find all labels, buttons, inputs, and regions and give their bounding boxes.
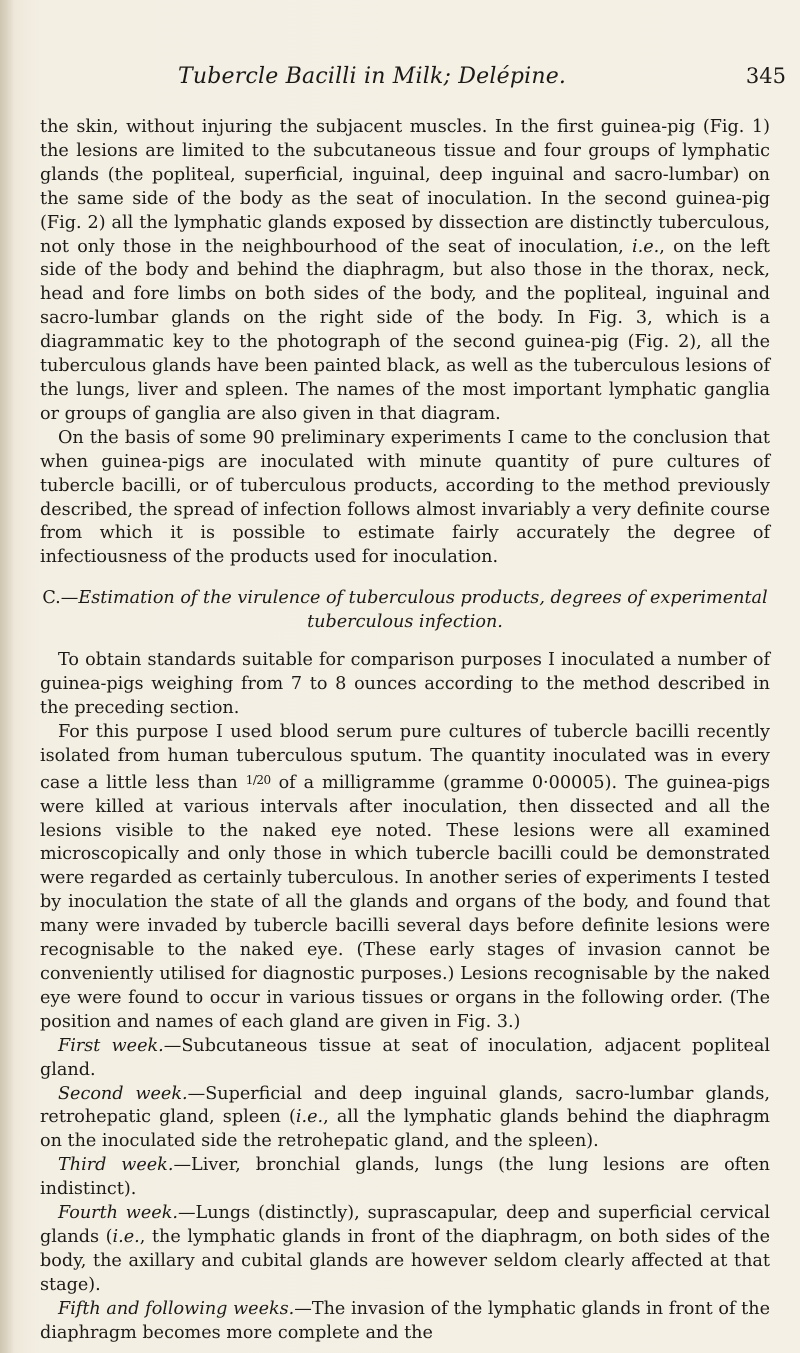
week-fifth: Fifth and following weeks.—The invasion of the lymphatic glands in front of the diaphragm becomes more complete and the: [40, 1298, 770, 1343]
paragraph-method: For this purpose I used blood serum pure cultures of tubercle bacilli recently isolated from human tuberculous sputum. The quantity inoculated was in every case a little less than $^{1/20}$ of a milligramme (gramme 0·00005). The guinea-pigs were killed at various intervals after inoculation, then dissected and all the lesions visible to the naked eye noted. These lesions were all examined microscopically and only those in which tubercle bacilli could be demonstrated were regarded as certainly tuberculous. In another series of experiments I tested by inoculation the state of all the glands and organs of the body, and found that many were invaded by tubercle bacilli several days before definite lesions were recognisable to the naked eye. (These early stages of invasion cannot be conveniently utilised for diagnostic purposes.) Lesions recognisable by the naked eye were found to occur in various tissues or organs in the following order. (The position and names of each gland are given in Fig. 3.): [40, 721, 770, 1032]
paragraph-standards: To obtain standards suitable for comparison purposes I inoculated a number of guinea-pigs weighing from 7 to 8 ounces according to the method described in the preceding section.: [40, 650, 770, 719]
binding-shadow: [0, 0, 14, 1353]
running-title: Tubercle Bacilli in Milk; Delépine.: [178, 64, 567, 89]
week-first: First week.—Subcutaneous tissue at seat of inoculation, adjacent popliteal gland.: [40, 1035, 770, 1080]
page-header: [60, 62, 786, 96]
paragraph-fig-description: the skin, without injuring the subjacent muscles. In the first guinea-pig (Fig. 1) the lesions are limited to the subcutaneous tissue and four groups of lymphatic glands (the popliteal, superficial, inguinal, deep inguinal and sacro-lumbar) on the same side of the body as the seat of inoculation. In the second guinea-pig (Fig. 2) all the lymphatic glands exposed by dissection are distinctly tuberculous, not only those in the neighbourhood of the seat of inoculation, i.e., on the left side of the body and behind the diaphragm, but also those in the thorax, neck, head and fore limbs on both sides of the body, and the popliteal, inguinal and sacro-lumbar glands on the right side of the body. In Fig. 3, which is a diagrammatic key to the photograph of the second guinea-pig (Fig. 2), all the tuberculous glands have been painted black, as well as the tuberculous lesions of the lungs, liver and spleen. The names of the most important lymphatic ganglia or groups of ganglia are also given in that diagram.: [40, 117, 770, 424]
paragraph-conclusion: On the basis of some 90 preliminary experiments I came to the conclusion that when guinea-pigs are inoculated with minute quantity of pure cultures of tubercle bacilli, or of tuberculous products, according to the method previously described, the spread of infection follows almost invariably a very definite course from which it is possible to estimate fairly accurately the degree of infectiousness of the products used for inoculation.: [40, 427, 770, 568]
body-text: [40, 116, 770, 1346]
week-second: Second week.—Superficial and deep inguinal glands, sacro-lumbar glands, retrohepatic gland, spleen (i.e., all the lymphatic glands behind the diaphragm on the inoculated side the retrohepatic gland, and the spleen).: [40, 1083, 770, 1152]
page-number: 345: [745, 64, 786, 88]
fraction-one-twentieth: 1/20: [245, 772, 271, 787]
week-fourth: Fourth week.—Lungs (distinctly), suprascapular, deep and superficial cervical glands (i.e., the lymphatic glands in front of the diaphragm, on both sides of the body, the axillary and cubital glands are however seldom clearly affected at that stage).: [40, 1203, 770, 1295]
week-third: Third week.—Liver, bronchial glands, lungs (the lung lesions are often indistinct).: [40, 1155, 770, 1200]
section-heading: C.—Estimation of the virulence of tuberculous products, degrees of experimental tuberculous infection.: [42, 588, 768, 633]
